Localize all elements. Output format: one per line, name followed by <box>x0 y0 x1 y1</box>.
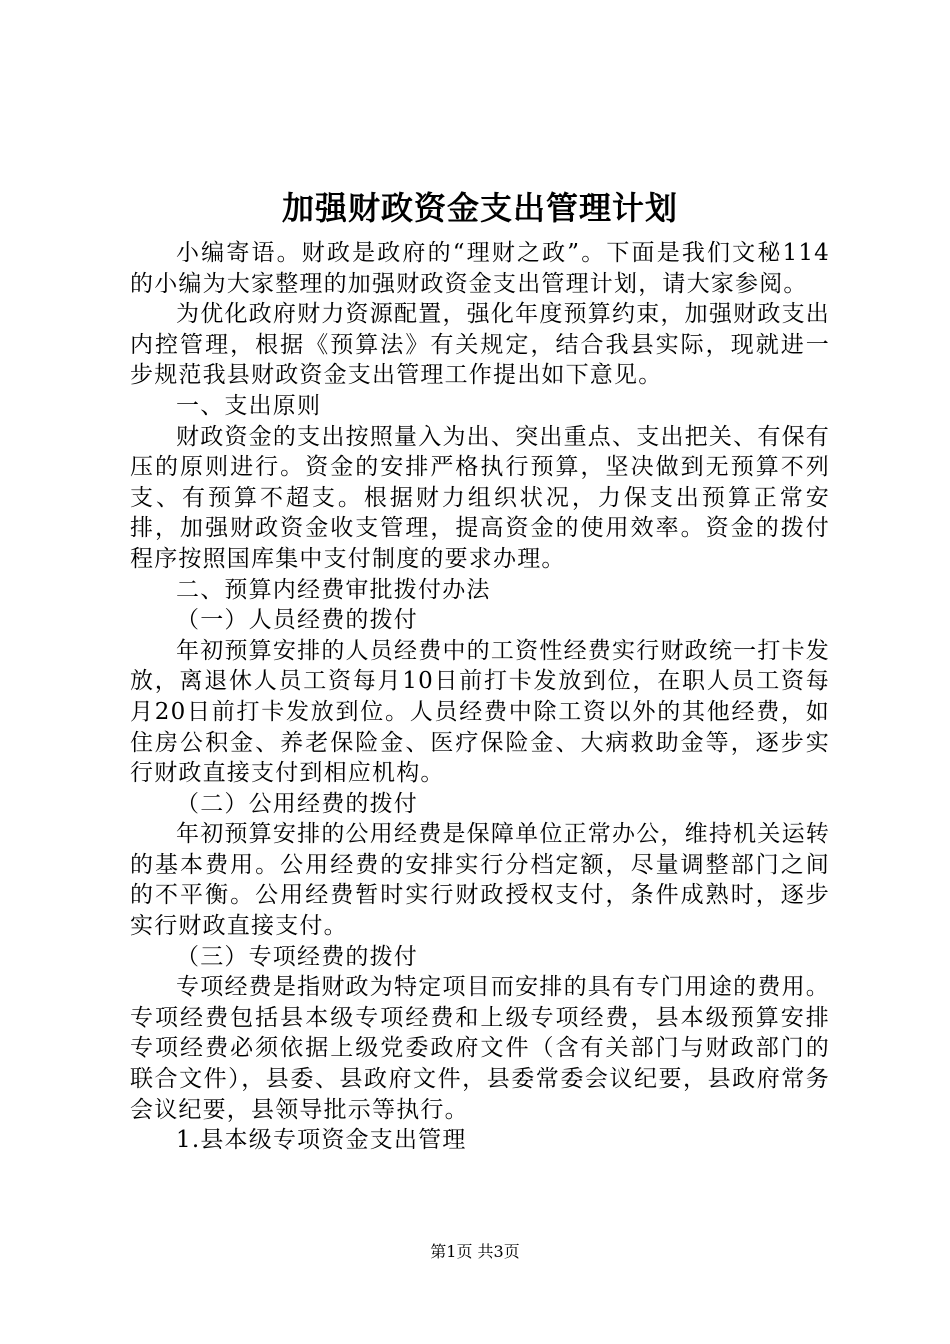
paragraph: 专项经费是指财政为特定项目而安排的具有专门用途的费用。专项经费包括县本级专项经费和上级专项经费，县本级预算安排专项经费必须依据上级党委政府文件（含有关部门与财政部门的联合文件），县委、县政府文件，县委常委会议纪要，县政府常务会议纪要，县领导批示等执行。 <box>130 974 830 1123</box>
section-heading: 二、预算内经费审批拨付办法 <box>176 576 491 603</box>
paragraph: 年初预算安排的公用经费是保障单位正常办公，维持机关运转的基本费用。公用经费的安排实行分档定额，尽量调整部门之间的不平衡。公用经费暂时实行财政授权支付，条件成熟时，逐步实行财政直接支付。 <box>130 821 830 940</box>
item-heading: 1.县本级专项资金支出管理 <box>176 1127 467 1154</box>
document-title: 加强财政资金支出管理计划 <box>281 189 678 227</box>
paragraph: 年初预算安排的人员经费中的工资性经费实行财政统一打卡发放，离退休人员工资每月10日前打卡发放到位，在职人员工资每月20日前打卡发放到位。人员经费中除工资以外的其他经费，如住房公积金、养老保险金、医疗保险金、大病救助金等，逐步实行财政直接支付到相应机构。 <box>130 637 830 787</box>
paragraph: 小编寄语。财政是政府的“理财之政”。下面是我们文秘114的小编为大家整理的加强财政资金支出管理计划，请大家参阅。 <box>130 240 830 297</box>
paragraph: 为优化政府财力资源配置，强化年度预算约束，加强财政支出内控管理，根据《预算法》有关规定，结合我县实际，现就进一步规范我县财政资金支出管理工作提出如下意见。 <box>130 301 830 389</box>
section-heading: 一、支出原则 <box>176 392 322 419</box>
subsection-heading: （二）公用经费的拨付 <box>176 790 418 817</box>
paragraph: 财政资金的支出按照量入为出、突出重点、支出把关、有保有压的原则进行。资金的安排严格执行预算，坚决做到无预算不列支、有预算不超支。根据财力组织状况，力保支出预算正常安排，加强财政资金收支管理，提高资金的使用效率。资金的拨付程序按照国库集中支付制度的要求办理。 <box>130 423 830 572</box>
page-footer: 第1页 共3页 <box>430 1242 520 1261</box>
subsection-heading: （一）人员经费的拨付 <box>176 607 418 634</box>
subsection-heading: （三）专项经费的拨付 <box>176 943 418 970</box>
document-page <box>130 180 830 1156</box>
